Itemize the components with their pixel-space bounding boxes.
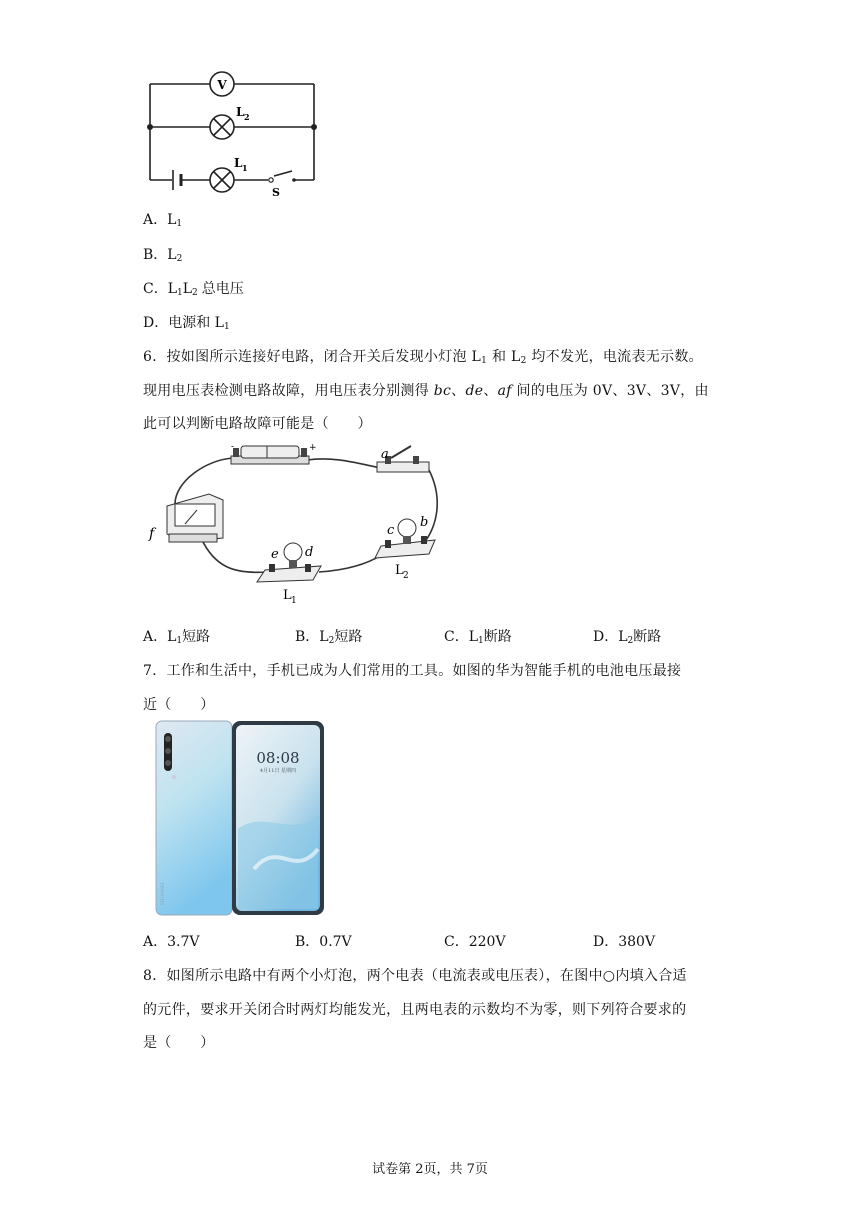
svg-text:e: e bbox=[271, 547, 279, 562]
q8-question-line3: 是（ ） bbox=[143, 1035, 215, 1051]
q5-option-c[interactable]: C．$L_1L_2$ 总电压 bbox=[143, 281, 244, 298]
q8-question-line1: 8．如图所示电路中有两个小灯泡，两个电表（电流表或电压表），在图中○内填入合适 bbox=[143, 968, 687, 984]
page-footer: 试卷第 2页，共 7页 bbox=[372, 1162, 488, 1177]
q6-option-b[interactable]: B．$L_2$短路 bbox=[295, 629, 363, 646]
q5-option-b[interactable]: B．$L_2$ bbox=[143, 247, 183, 264]
svg-text:f: f bbox=[149, 526, 155, 542]
svg-text:-: - bbox=[231, 442, 235, 452]
svg-text:L: L bbox=[234, 156, 243, 170]
svg-text:2: 2 bbox=[403, 571, 409, 581]
switch bbox=[377, 446, 429, 472]
q5-option-d[interactable]: D．电源和 $L_1$ bbox=[143, 315, 230, 332]
lamp-l1 bbox=[257, 543, 321, 606]
ammeter bbox=[148, 494, 223, 542]
svg-text:1: 1 bbox=[291, 596, 297, 606]
svg-text:2: 2 bbox=[244, 112, 250, 122]
battery-holder bbox=[231, 442, 317, 464]
q7-option-c[interactable]: C．220V bbox=[444, 934, 506, 950]
q8-question-line2: 的元件，要求开关闭合时两灯均能发光，且两电表的示数均不为零，则下列符合要求的 bbox=[143, 1002, 687, 1018]
q6-option-d[interactable]: D．$L_2$断路 bbox=[593, 629, 662, 646]
q7-phone-image bbox=[154, 719, 326, 916]
q7-question-line2: 近（ ） bbox=[143, 697, 215, 713]
q6-question-line1: 6．按如图所示连接好电路，闭合开关后发现小灯泡 $L_1$ 和 $L_2$ 均不发光，电流表无示数。 bbox=[143, 349, 703, 366]
q7-option-a[interactable]: A．3.7V bbox=[143, 934, 200, 950]
svg-text:4月11日 星期四: 4月11日 星期四 bbox=[259, 768, 297, 774]
q7-question-line1: 7．工作和生活中，手机已成为人们常用的工具。如图的华为智能手机的电池电压最接 bbox=[143, 663, 682, 679]
q6-option-c[interactable]: C．$L_1$断路 bbox=[444, 629, 512, 646]
q7-option-b[interactable]: B．0.7V bbox=[295, 934, 352, 950]
svg-text:c: c bbox=[387, 523, 395, 538]
svg-text:d: d bbox=[305, 545, 314, 560]
q7-option-d[interactable]: D．380V bbox=[593, 934, 656, 950]
svg-text:S: S bbox=[272, 186, 280, 198]
svg-text:+: + bbox=[309, 443, 317, 453]
q6-question-line2: 现用电压表检测电路故障，用电压表分别测得 bc、de、af 间的电压为 0V、3V、3V，由 bbox=[143, 383, 709, 399]
svg-text:L: L bbox=[395, 563, 404, 578]
q5-circuit-diagram bbox=[140, 68, 330, 198]
voltmeter-label: V bbox=[217, 78, 227, 92]
svg-text:L: L bbox=[236, 105, 245, 119]
svg-text:L: L bbox=[283, 588, 292, 603]
svg-text:b: b bbox=[420, 515, 429, 530]
q6-question-line3: 此可以判断电路故障可能是（ ） bbox=[143, 416, 372, 432]
svg-text:a: a bbox=[381, 447, 389, 462]
svg-text:1: 1 bbox=[242, 163, 248, 173]
q6-circuit-illustration bbox=[145, 442, 445, 610]
lamp-l2 bbox=[375, 515, 435, 581]
svg-text:HUAWEI: HUAWEI bbox=[160, 882, 166, 905]
q5-option-a[interactable]: A．$L_1$ bbox=[143, 212, 183, 229]
q6-option-a[interactable]: A．$L_1$短路 bbox=[143, 629, 211, 646]
svg-text:08:08: 08:08 bbox=[256, 749, 300, 767]
